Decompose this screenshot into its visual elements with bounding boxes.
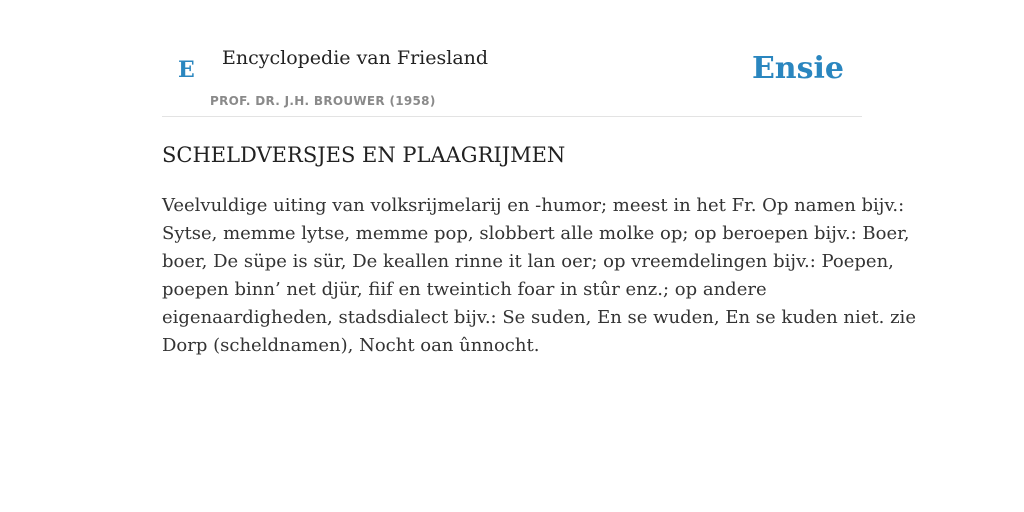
article-paragraph (162, 192, 916, 360)
header (162, 0, 862, 117)
ensie-logo[interactable]: Ensie (751, 51, 844, 86)
article-line: Veelvuldige uiting van volksrijmelarij en -humor; meest in het Fr. Op namen bijv.: (162, 195, 905, 216)
article-line: Sytse, memme lytse, memme pop, slobbert alle molke op; op beroepen bijv.: Boer, (162, 223, 910, 244)
article-line: boer, De süpe is sür, De keallen rinne it lan oer; op vreemdelingen bijv.: Poepen, (162, 251, 894, 272)
article-line: eigenaardigheden, stadsdialect bijv.: Se suden, En se wuden, En se kuden niet. zie (162, 307, 916, 328)
encyclopedia-title[interactable]: Encyclopedie van Friesland (222, 47, 489, 69)
article-body (162, 192, 916, 360)
article-title: SCHELDVERSJES EN PLAAGRIJMEN (162, 143, 566, 167)
encyclopedia-logo-icon[interactable]: E (178, 57, 195, 83)
encyclopedia-author: PROF. DR. J.H. BROUWER (1958) (210, 94, 436, 108)
article-line: Dorp (scheldnamen), Nocht oan ûnnocht. (162, 335, 540, 356)
article-line: poepen binn’ net djür, fiif en tweintich foar in stûr enz.; op andere (162, 279, 767, 300)
